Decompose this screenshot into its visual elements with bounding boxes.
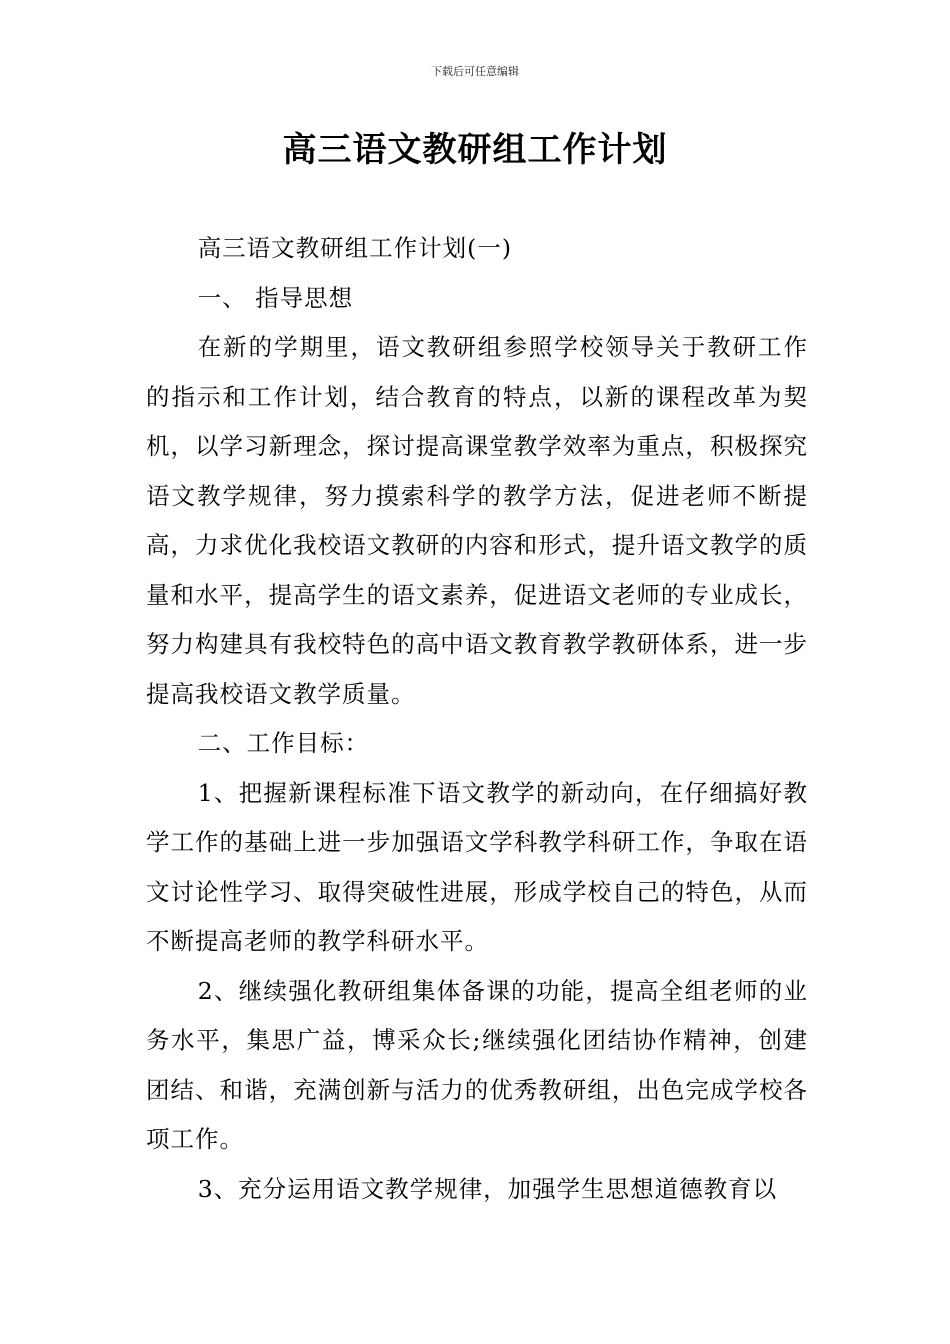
section-heading-guiding-thought: 一、 指导思想 <box>197 283 354 312</box>
paragraph-guiding-thought: 在新的学期里，语文教研组参照学校领导关于教研工作的指示和工作计划，结合教育的特点，以新的课程改革为契机，以学习新理念，探讨提高课堂教学效率为重点，积极探究语文教学规律，努力摸索科学的教学方法，促进老师不断提高，力求优化我校语文教研的内容和形式，提升语文教学的质量和水平，提高学生的语文素养，促进语文老师的专业成长，努力构建具有我校特色的高中语文教育教学教研体系，进一步提高我校语文教学质量。 <box>146 333 808 708</box>
paragraph-goal-3: 3、充分运用语文教学规律，加强学生思想道德教育以 <box>197 1174 778 1203</box>
paragraph-goal-1: 1、把握新课程标准下语文教学的新动向，在仔细搞好教学工作的基础上进一步加强语文学科教学科研工作，争取在语文讨论性学习、取得突破性进展，形成学校自己的特色，从而不断提高老师的教学科研水平。 <box>146 778 808 955</box>
page-header-note: 下载后可任意编辑 <box>431 65 519 78</box>
paragraph-goal-2: 2、继续强化教研组集体备课的功能，提高全组老师的业务水平，集思广益，博采众长;继续强化团结协作精神，创建团结、和谐，充满创新与活力的优秀教研组，出色完成学校各项工作。 <box>146 976 808 1153</box>
document-body <box>146 224 808 1214</box>
section-subtitle: 高三语文教研组工作计划(一) <box>197 234 513 262</box>
document-title: 高三语文教研组工作计划 <box>282 130 668 170</box>
section-heading-work-goals: 二、工作目标： <box>197 729 370 757</box>
